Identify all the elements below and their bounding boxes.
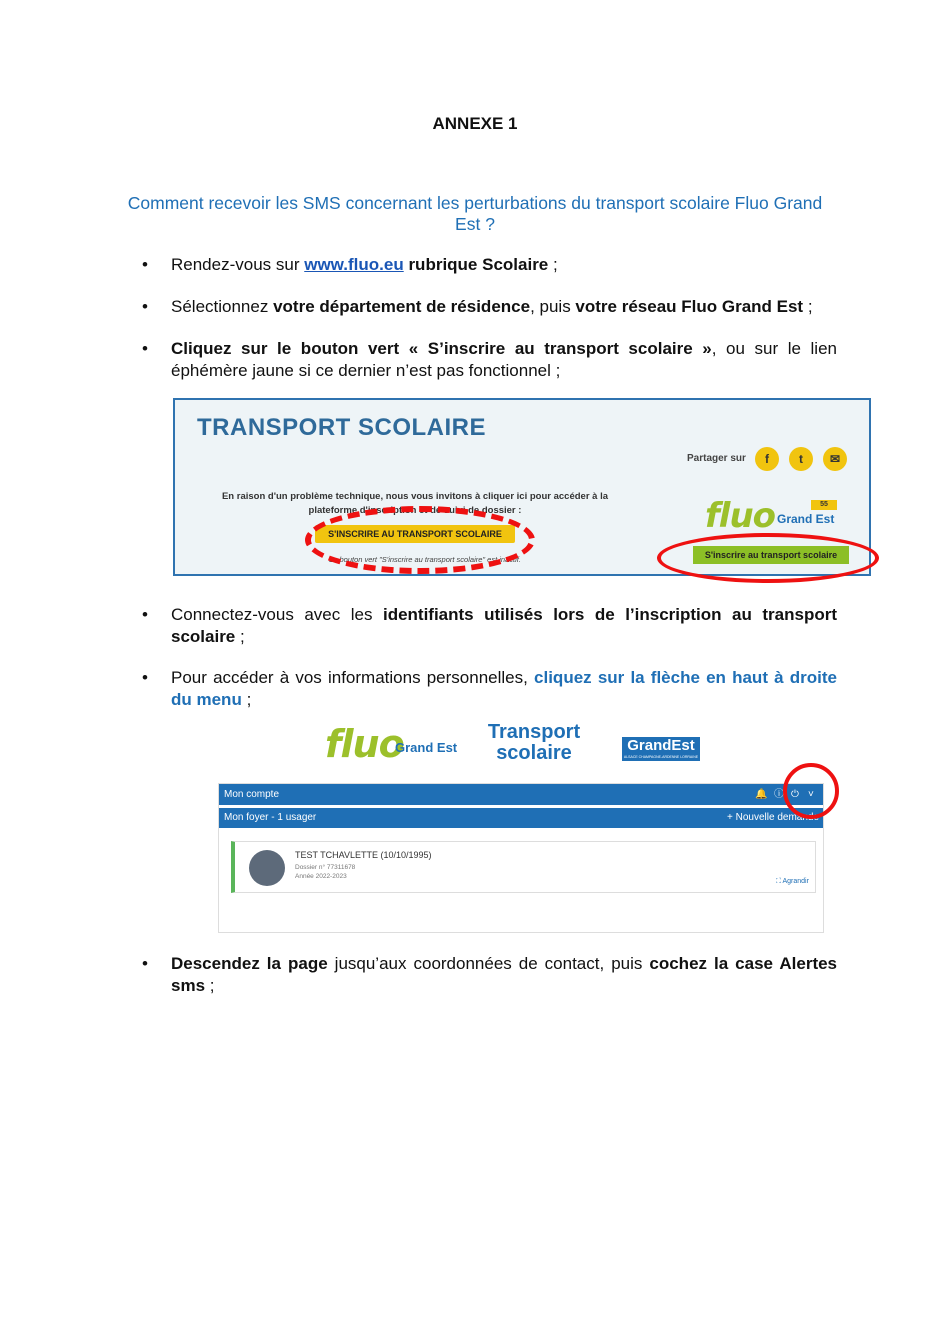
avatar xyxy=(249,850,285,886)
expand-icon: ⛶ xyxy=(776,878,781,885)
yellow-signup-button[interactable]: S'INSCRIRE AU TRANSPORT SCOLAIRE xyxy=(315,525,515,543)
page-subtitle: Comment recevoir les SMS concernant les perturbations du transport scolaire Fluo Grand Est ? xyxy=(127,193,823,234)
share-label: Partager sur xyxy=(687,453,746,464)
grandest-logo-text: Grand Est xyxy=(395,740,458,755)
bullet: • xyxy=(142,668,148,687)
bullet: • xyxy=(142,605,148,624)
user-card[interactable] xyxy=(231,841,816,893)
account-bar xyxy=(219,784,823,805)
bullet: • xyxy=(142,954,148,973)
account-label: Mon compte xyxy=(224,789,280,800)
bullet: • xyxy=(142,255,148,274)
screenshot-heading: TRANSPORT SCOLAIRE xyxy=(197,414,487,441)
department-badge: 55 xyxy=(811,500,837,510)
step-2: Sélectionnez votre département de résidence, puis votre réseau Fluo Grand Est ; xyxy=(171,297,813,316)
user-name: TEST TCHAVLETTE (10/10/1995) xyxy=(295,850,432,860)
new-request-button[interactable]: + Nouvelle demande xyxy=(727,812,820,823)
step-5: Pour accéder à vos informations personnelles, cliquez sur la flèche en haut à droite du menu ; xyxy=(171,668,837,709)
twitter-icon[interactable]: t xyxy=(789,447,813,471)
bell-icon[interactable]: 🔔 xyxy=(755,789,768,800)
power-icon[interactable]: ⏻ xyxy=(791,789,799,800)
region-logo-subtitle: ALSACE CHAMPAGNE-ARDENNE LORRAINE xyxy=(623,755,699,759)
account-screenshot xyxy=(218,783,824,933)
bullet: • xyxy=(142,339,148,358)
dashed-highlight-circle xyxy=(305,506,535,574)
step-6: Descendez la page jusqu’aux coordonnées de contact, puis cochez la case Alertes sms ; xyxy=(171,954,838,995)
region-grandest-logo: GrandEst xyxy=(622,737,700,761)
transport-scolaire-logo: Transport scolaire xyxy=(487,721,581,764)
household-label: Mon foyer - 1 usager xyxy=(224,812,317,823)
grandest-logo-text: Grand Est xyxy=(777,512,835,526)
step-3: Cliquez sur le bouton vert « S’inscrire au transport scolaire », ou sur le lien éphémère jaune si ce dernier n’est pas fonctionnel ; xyxy=(171,339,837,380)
step-1: Rendez-vous sur www.fluo.eu rubrique Scolaire ; xyxy=(171,255,558,274)
household-bar xyxy=(219,808,823,828)
step-4: Connectez-vous avec les identifiants utilisés lors de l’inscription au transport scolaire ; xyxy=(171,605,837,646)
fluo-logo: fluo xyxy=(325,722,404,766)
bullet: • xyxy=(142,297,148,316)
info-icon[interactable]: ⓘ xyxy=(774,789,784,800)
plus-icon: + xyxy=(727,812,733,823)
facebook-icon[interactable]: f xyxy=(755,447,779,471)
page-title: ANNEXE 1 xyxy=(432,114,518,133)
chevron-down-icon[interactable]: ˅ xyxy=(808,789,814,800)
mail-icon[interactable]: ✉ xyxy=(823,447,847,471)
school-year: Année 2022-2023 xyxy=(295,873,347,880)
fluo-link[interactable]: www.fluo.eu xyxy=(304,255,404,274)
expand-link[interactable]: ⛶ Agrandir xyxy=(776,878,809,885)
notice-text: En raison d'un problème technique, nous vous invitons à cliquer ici pour accéder à la plateforme d'inscription et de suivi de dossier : xyxy=(221,491,609,516)
highlight-circle xyxy=(657,533,879,583)
green-signup-button[interactable]: S'inscrire au transport scolaire xyxy=(693,546,849,564)
dossier-number: Dossier n° 77311678 xyxy=(295,864,356,871)
highlight-circle xyxy=(783,763,839,819)
fluo-logo: fluo xyxy=(705,496,776,536)
inactive-note: Le bouton vert "S'inscrire au transport scolaire" est inactif. xyxy=(329,555,521,564)
